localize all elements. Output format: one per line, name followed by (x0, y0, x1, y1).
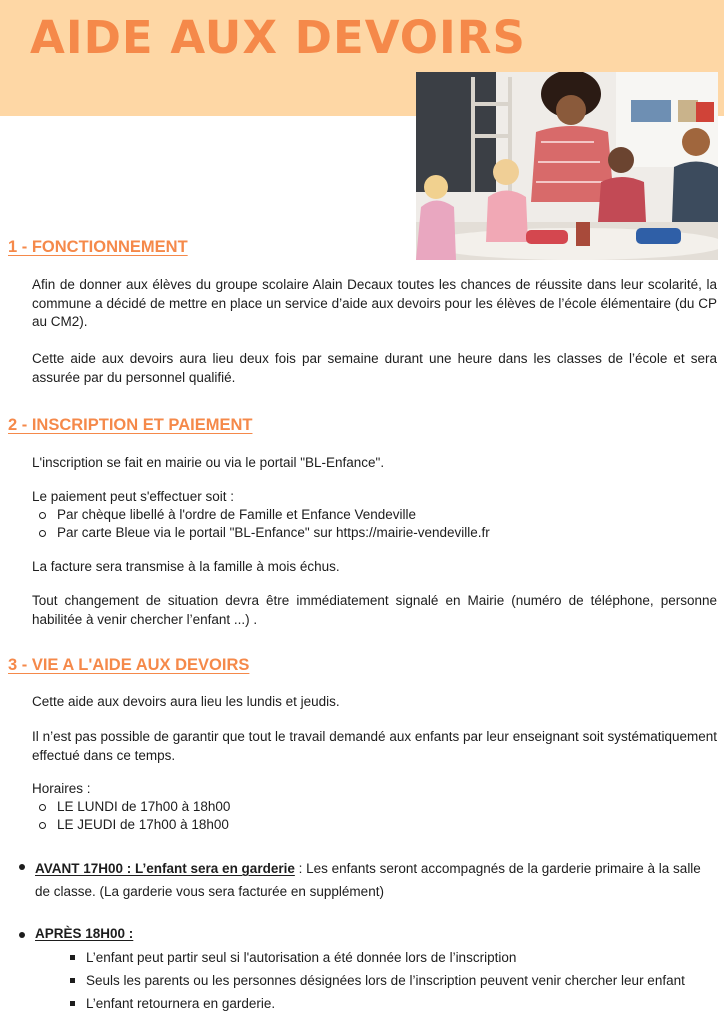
hours-monday: LE LUNDI de 17h00 à 18h00 (57, 799, 231, 814)
list-item (68, 946, 685, 969)
hours-label: Horaires : (32, 781, 91, 796)
after-18h-list (68, 946, 685, 1015)
circle-bullet-icon (39, 804, 46, 811)
list-item (36, 798, 230, 816)
square-bullet-icon (70, 1001, 75, 1006)
circle-bullet-icon (39, 530, 46, 537)
square-bullet-icon (70, 955, 75, 960)
bullet-dot-icon (19, 932, 25, 938)
hours-list (36, 798, 230, 834)
list-item (36, 524, 490, 542)
before-17h-text (35, 857, 717, 903)
section-heading-vie: 3 - VIE A L'AIDE AUX DEVOIRS (8, 656, 250, 674)
list-item (68, 992, 685, 1015)
days-text: Cette aide aux devoirs aura lieu les lundis et jeudis. (32, 694, 340, 709)
before-17h-lead: AVANT 17H00 : L’enfant sera en garderie (35, 861, 295, 876)
page-title: AIDE AUX DEVOIRS (30, 11, 526, 64)
section-heading-inscription: 2 - INSCRIPTION ET PAIEMENT (8, 416, 253, 434)
payment-options-list (36, 506, 490, 542)
list-item (68, 969, 685, 992)
change-notice: Tout changement de situation devra être immédiatement signalé en Mairie (numéro de téléphone, personne habilitée à venir chercher l’enfant ...) . (32, 593, 717, 627)
square-bullet-icon (70, 978, 75, 983)
list-item (36, 816, 230, 834)
payment-option-carte: Par carte Bleue via le portail "BL-Enfance" sur https://mairie-vendeville.fr (57, 525, 490, 540)
children-homework-photo (416, 72, 718, 260)
guarantee-text: Il n’est pas possible de garantir que tout le travail demandé aux enfants par leur enseignant soit systématiquement effectué dans ce temps. (32, 729, 717, 763)
circle-bullet-icon (39, 822, 46, 829)
after-18h-item: Seuls les parents ou les personnes désignées lors de l’inscription peuvent venir chercher leur enfant (86, 973, 685, 988)
payment-option-cheque: Par chèque libellé à l'ordre de Famille et Enfance Vendeville (57, 507, 417, 522)
invoice-text: La facture sera transmise à la famille à mois échus. (32, 559, 340, 574)
fonctionnement-paragraph-2: Cette aide aux devoirs aura lieu deux fois par semaine durant une heure dans les classes de l’école et sera assurée par du personnel qualifié. (32, 351, 717, 385)
after-18h-label (35, 925, 720, 944)
bullet-dot-icon (19, 864, 25, 870)
after-18h-item: L’enfant peut partir seul si l'autorisation a été donnée lors de l’inscription (86, 950, 517, 965)
payment-intro: Le paiement peut s'effectuer soit : (32, 489, 234, 504)
hours-thursday: LE JEUDI de 17h00 à 18h00 (57, 817, 229, 832)
list-item (36, 506, 490, 524)
fonctionnement-paragraph-1: Afin de donner aux élèves du groupe scolaire Alain Decaux toutes les chances de réussite dans leur scolarité, la commune a décidé de mettre en place un service d’aide aux devoirs pour les élèves de l’école élémentaire (du CP au CM2). (32, 277, 717, 329)
circle-bullet-icon (39, 512, 46, 519)
before-17h-detail: : Les enfants seront accompagnés de la garderie primaire à la salle de classe. (La garderie vous sera facturée en supplément) (35, 861, 701, 899)
inscription-intro: L'inscription se fait en mairie ou via le portail "BL-Enfance". (32, 455, 385, 470)
section-heading-fonctionnement: 1 - FONCTIONNEMENT (8, 238, 188, 256)
after-18h-lead: APRÈS 18H00 : (35, 926, 134, 941)
after-18h-item: L’enfant retournera en garderie. (86, 996, 276, 1011)
